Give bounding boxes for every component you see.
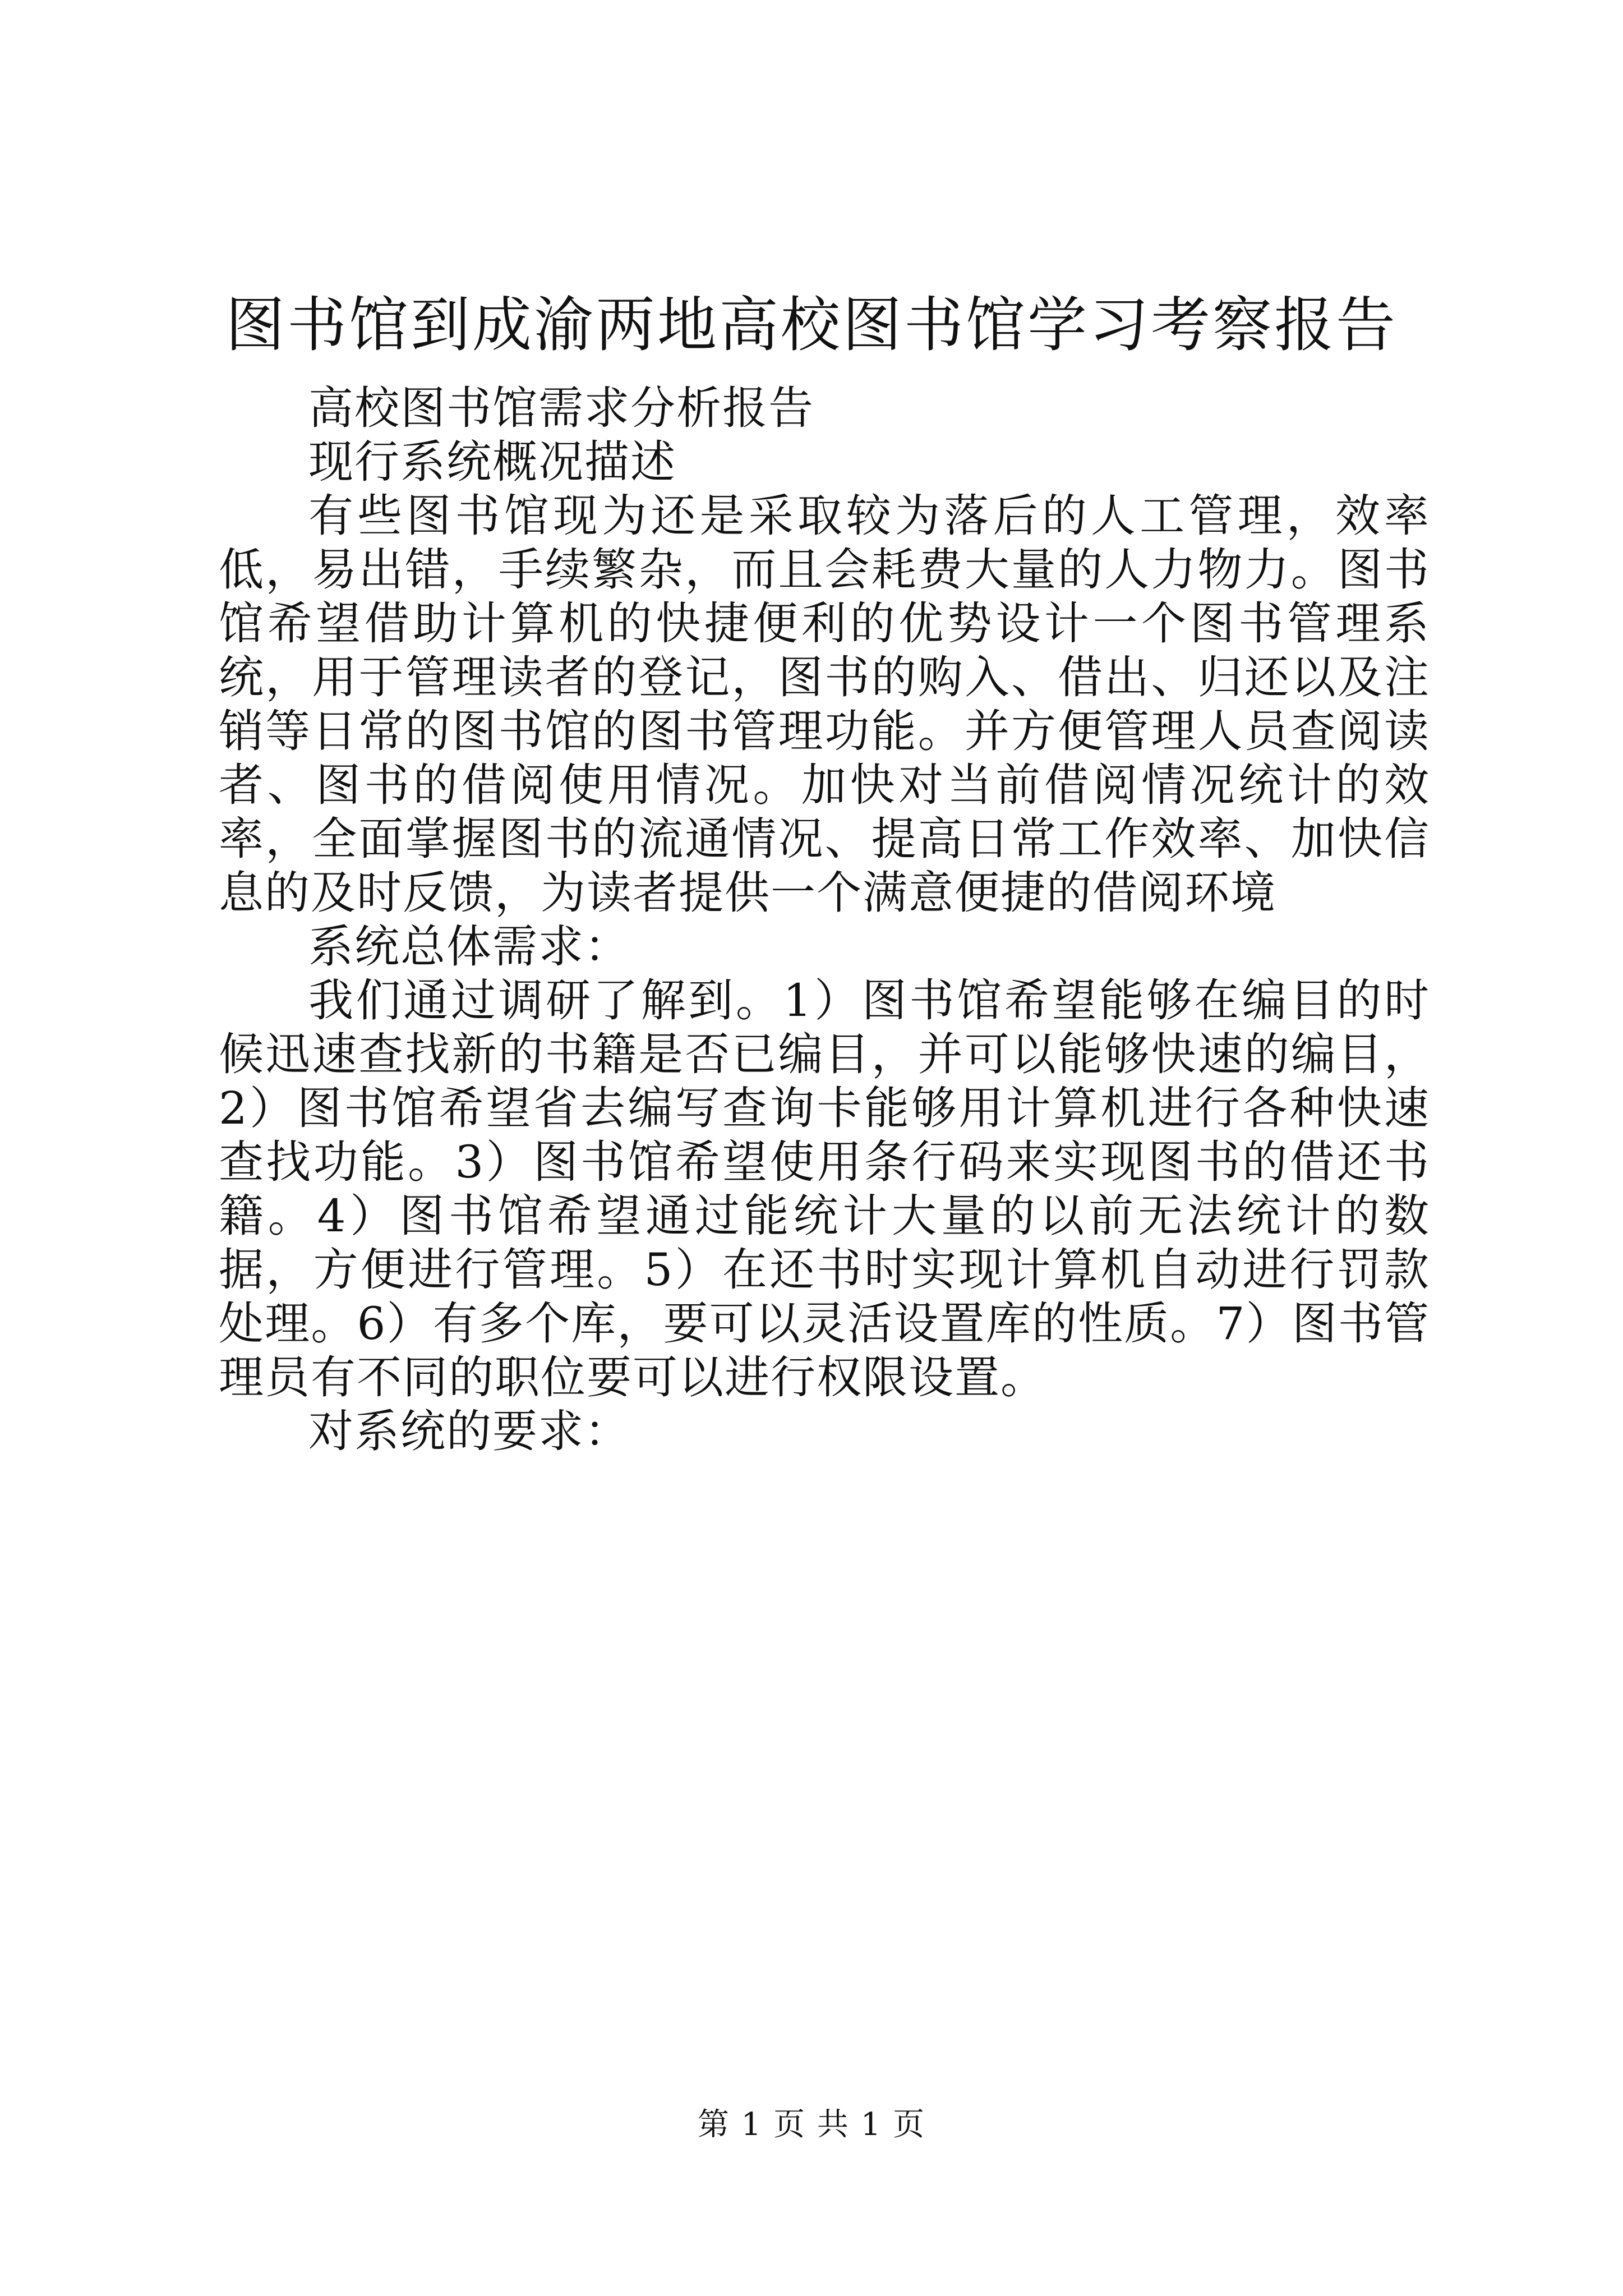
document-body	[219, 381, 1430, 1458]
paragraph-requirements-list: 我们通过调研了解到。1）图书馆希望能够在编目的时候迅速查找新的书籍是否已编目，并可以能够快速的编目，2）图书馆希望省去编写查询卡能够用计算机进行各种快速查找功能。3）图书馆希望使用条行码来实现图书的借还书籍。4）图书馆希望通过能统计大量的以前无法统计的数据，方便进行管理。5）在还书时实现计算机自动进行罚款处理。6）有多个库，要可以灵活设置库的性质。7）图书管理员有不同的职位要可以进行权限设置。	[219, 974, 1430, 1404]
paragraph-system-overview: 有些图书馆现为还是采取较为落后的人工管理，效率低，易出错，手续繁杂，而且会耗费大量的人力物力。图书馆希望借助计算机的快捷便利的优势设计一个图书管理系统，用于管理读者的登记，图书的购入、借出、归还以及注销等日常的图书馆的图书管理功能。并方便管理人员查阅读者、图书的借阅使用情况。加快对当前借阅情况统计的效率，全面掌握图书的流通情况、提高日常工作效率、加快信息的及时反馈，为读者提供一个满意便捷的借阅环境	[219, 490, 1430, 919]
page-footer: 第 1 页 共 1 页	[697, 2106, 926, 2143]
paragraph-requirements-heading: 系统总体需求：	[308, 921, 630, 973]
paragraph-subtitle: 高校图书馆需求分析报告	[308, 382, 814, 434]
document-title: 图书馆到成渝两地高校图书馆学习考察报告	[225, 291, 1398, 360]
paragraph-system-demands-heading: 对系统的要求：	[308, 1405, 630, 1457]
paragraph-section-heading: 现行系统概况描述	[308, 436, 676, 488]
